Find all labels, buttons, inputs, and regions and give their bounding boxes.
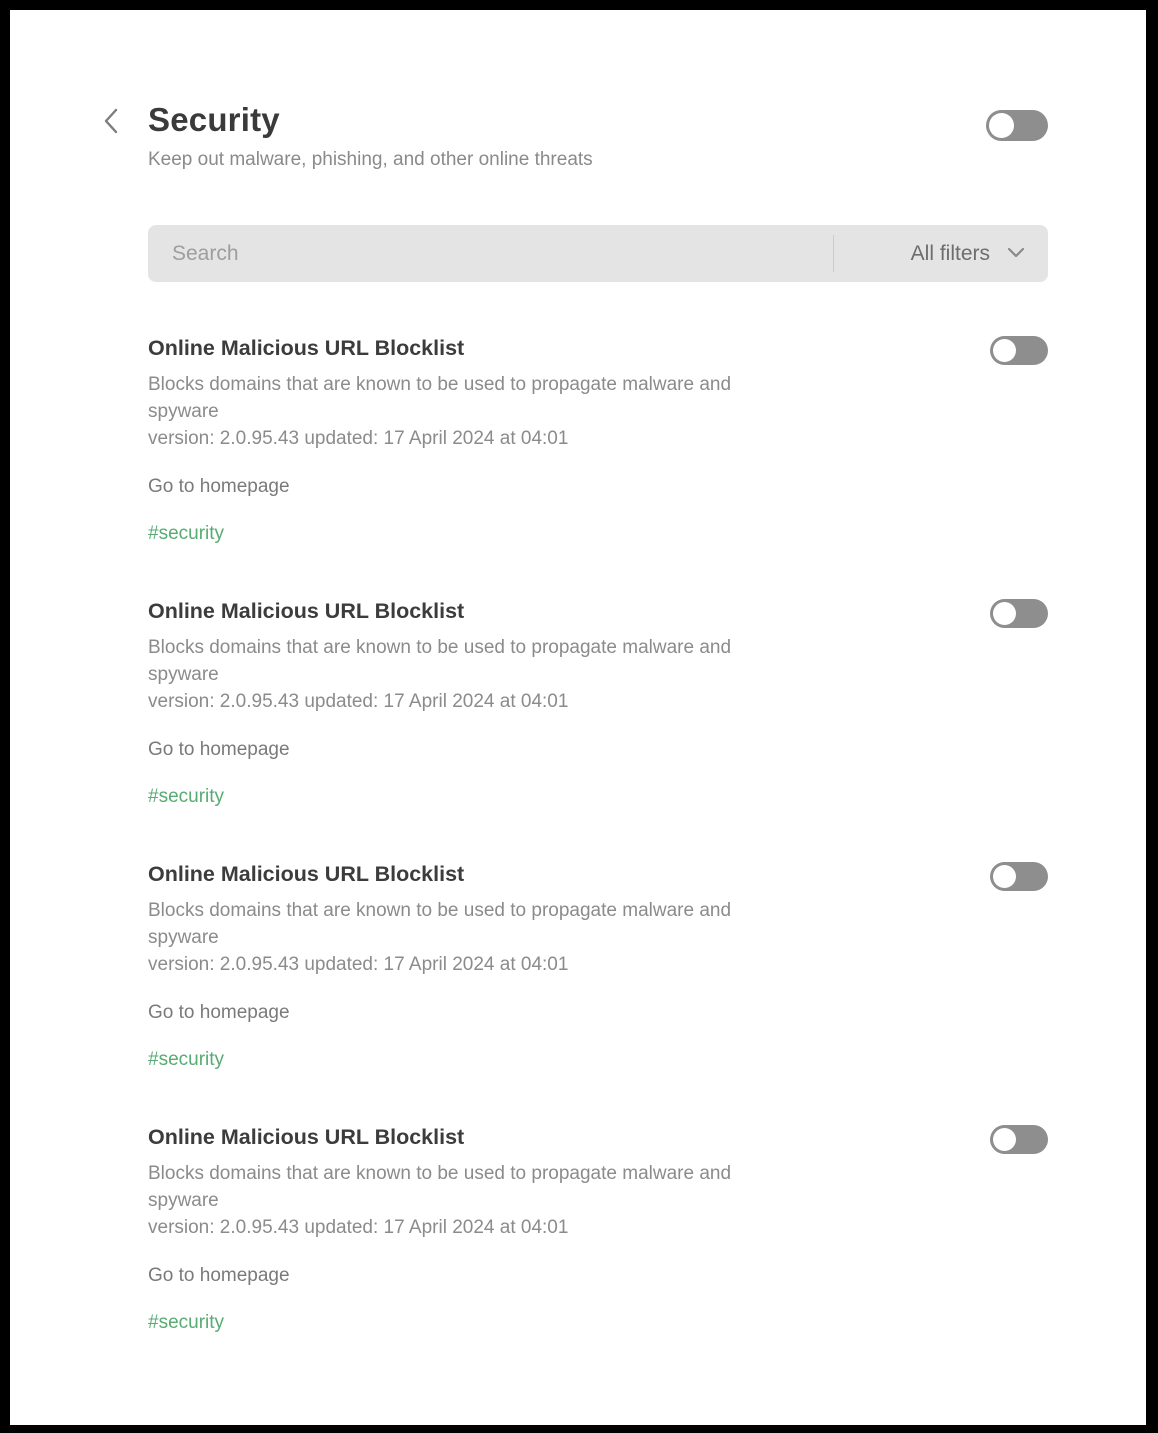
- item-toggle[interactable]: [990, 862, 1048, 891]
- search-bar: [148, 225, 1048, 282]
- item-tag-row: [148, 520, 928, 547]
- item-toggle[interactable]: [990, 1125, 1048, 1154]
- item-description: Blocks domains that are known to be used to propagate malware and spyware: [148, 1163, 732, 1211]
- item-description: Blocks domains that are known to be used to propagate malware and spyware: [148, 900, 732, 948]
- item-toggle[interactable]: [990, 599, 1048, 628]
- security-settings-page: [10, 10, 1146, 1336]
- blocklist-list: [148, 335, 1048, 1336]
- go-to-homepage-link[interactable]: Go to homepage: [148, 476, 290, 497]
- toggle-knob: [993, 865, 1016, 888]
- all-filters-label: All filters: [910, 241, 990, 265]
- toggle-knob: [989, 113, 1014, 138]
- page-title: Security: [148, 101, 280, 138]
- security-tag-link[interactable]: #security: [148, 1049, 225, 1070]
- security-tag-link[interactable]: #security: [148, 523, 225, 544]
- item-description: Blocks domains that are known to be used to propagate malware and spyware: [148, 637, 732, 685]
- page-header: [148, 100, 1048, 173]
- go-to-homepage-link[interactable]: Go to homepage: [148, 1002, 290, 1023]
- item-version-line: version: 2.0.95.43 updated: 17 April 2024 at 04:01: [148, 691, 569, 712]
- item-tag-row: [148, 783, 928, 810]
- chevron-left-icon: [102, 106, 120, 139]
- toggle-knob: [993, 339, 1016, 362]
- all-filters-dropdown[interactable]: [834, 225, 1048, 282]
- item-title: Online Malicious URL Blocklist: [148, 336, 465, 360]
- search-input[interactable]: [148, 225, 833, 282]
- item-toggle[interactable]: [990, 336, 1048, 365]
- back-button[interactable]: [98, 107, 124, 137]
- item-title: Online Malicious URL Blocklist: [148, 599, 465, 623]
- page-subtitle: Keep out malware, phishing, and other online threats: [148, 149, 593, 170]
- list-item: [148, 861, 1048, 1073]
- list-item: [148, 335, 1048, 547]
- security-tag-link[interactable]: #security: [148, 786, 225, 807]
- item-version-line: version: 2.0.95.43 updated: 17 April 2024 at 04:01: [148, 428, 569, 449]
- item-title: Online Malicious URL Blocklist: [148, 1125, 465, 1149]
- go-to-homepage-link[interactable]: Go to homepage: [148, 1265, 290, 1286]
- chevron-down-icon: [1006, 246, 1026, 261]
- item-tag-row: [148, 1309, 928, 1336]
- item-title: Online Malicious URL Blocklist: [148, 862, 465, 886]
- header-text: [148, 100, 593, 173]
- security-master-toggle[interactable]: [986, 110, 1048, 141]
- item-version-line: version: 2.0.95.43 updated: 17 April 2024 at 04:01: [148, 1217, 569, 1238]
- item-description: Blocks domains that are known to be used to propagate malware and spyware: [148, 374, 732, 422]
- toggle-knob: [993, 1128, 1016, 1151]
- list-item: [148, 1124, 1048, 1336]
- list-item: [148, 598, 1048, 810]
- security-tag-link[interactable]: #security: [148, 1312, 225, 1333]
- item-tag-row: [148, 1046, 928, 1073]
- go-to-homepage-link[interactable]: Go to homepage: [148, 739, 290, 760]
- item-version-line: version: 2.0.95.43 updated: 17 April 2024 at 04:01: [148, 954, 569, 975]
- toggle-knob: [993, 602, 1016, 625]
